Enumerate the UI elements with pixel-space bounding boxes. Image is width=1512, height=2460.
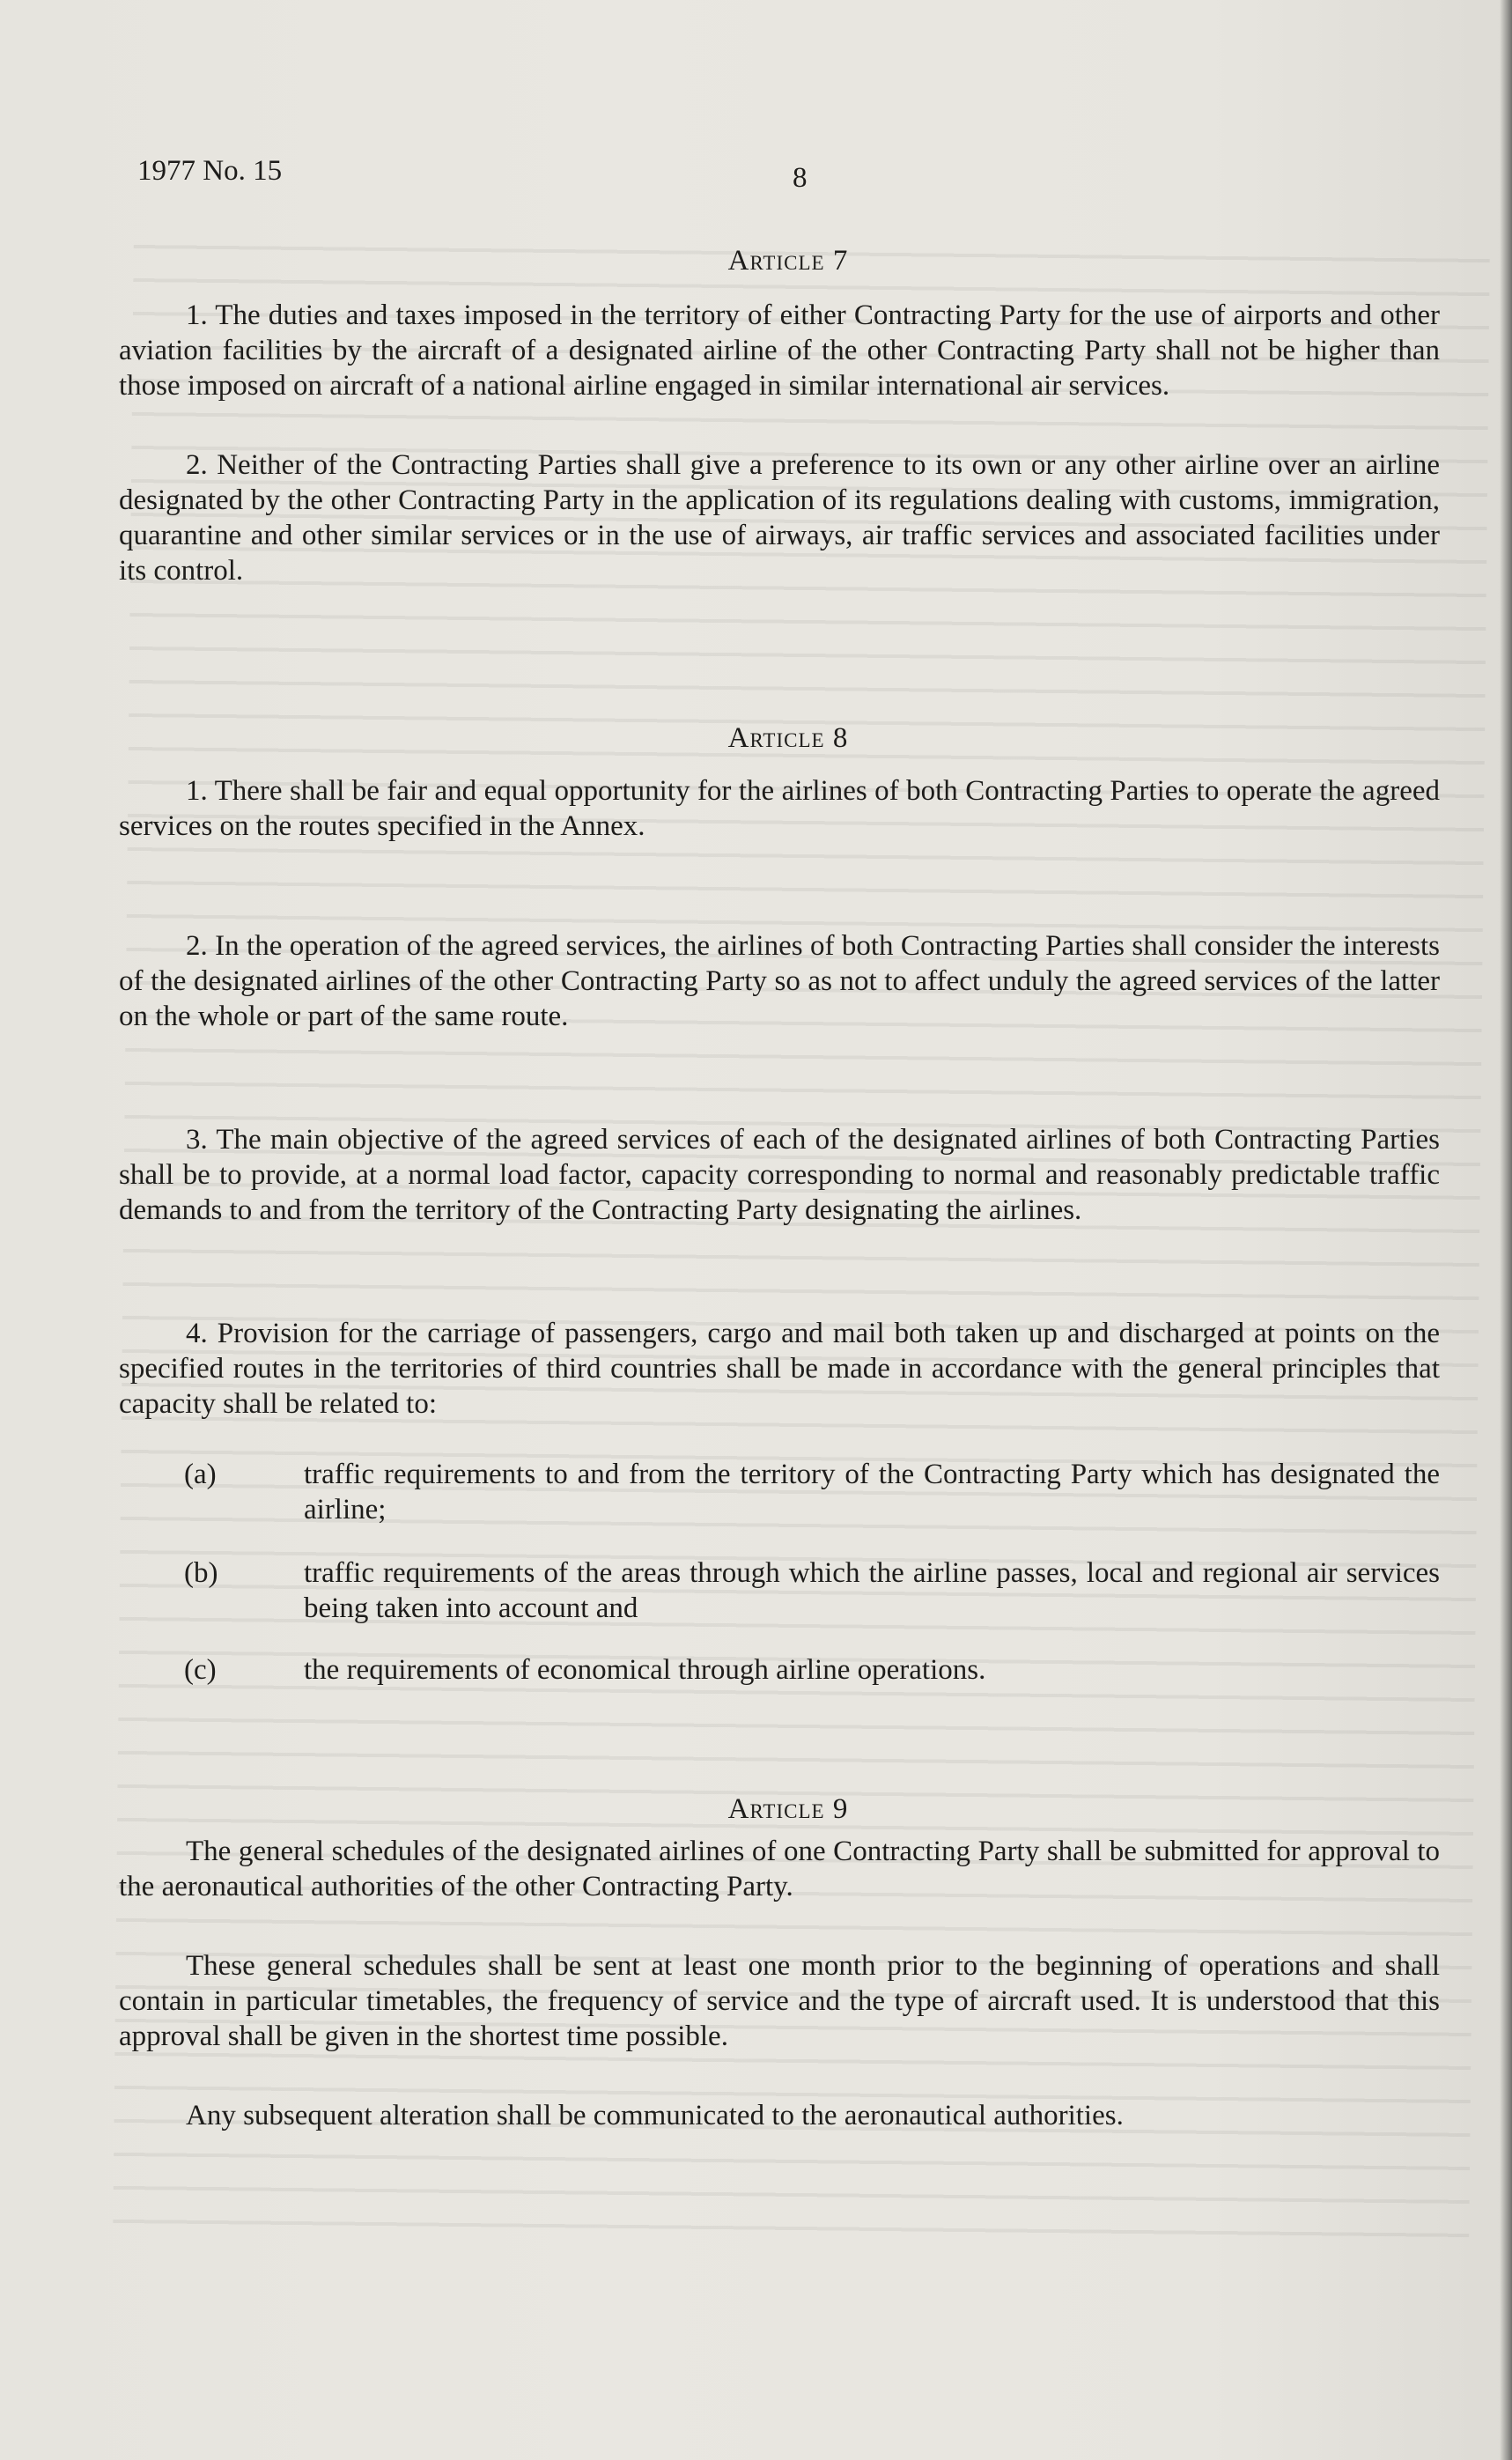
item-label-b: (b) [184,1557,218,1589]
article-8-paragraph-1: 1. There shall be fair and equal opportunity for the airlines of both Contracting Parties to operate the agreed services on the routes specified in the Annex. [119,775,1440,842]
article-9-paragraph-3: Any subsequent alteration shall be communicated to the aeronautical authorities. [186,2100,1124,2131]
article-7-paragraph-1: 1. The duties and taxes imposed in the territory of either Contracting Party for the use of airports and other aviation facilities by the aircraft of a designated airline of the other Contracting Party shall not be higher than those imposed on aircraft of a national airline engaged in similar international air services. [119,299,1440,402]
page-edge-shadow [1500,0,1512,2460]
statute-reference: 1977 No. 15 [137,155,283,187]
article-8-title: Article 8 [727,722,849,754]
article-9-paragraph-2: These general schedules shall be sent at least one month prior to the beginning of operations and shall contain in particular timetables, the frequency of service and the type of aircraft used. It is understood that this approval shall be given in the shortest time possible. [119,1950,1440,2052]
article-9-title: Article 9 [727,1793,849,1825]
item-text-b: traffic requirements of the areas through which the airline passes, local and regional air services being taken into account and [304,1557,1440,1624]
article-9-paragraph-1: The general schedules of the designated airlines of one Contracting Party shall be submitted for approval to the aeronautical authorities of the other Contracting Party. [119,1836,1440,1902]
article-8-paragraph-3: 3. The main objective of the agreed services of each of the designated airlines of both Contracting Parties shall be to provide, at a normal load factor, capacity corresponding to normal and reasonably predictable traffic demands to and from the territory of the Contracting Party designating the airlines. [119,1124,1440,1226]
article-8-paragraph-2: 2. In the operation of the agreed services, the airlines of both Contracting Parties shall consider the interests of the designated airlines of the other Contracting Party so as not to affect unduly the agreed services of the latter on the whole or part of the same route. [119,930,1440,1032]
article-8-paragraph-4: 4. Provision for the carriage of passengers, cargo and mail both taken up and discharged at points on the specified routes in the territories of third countries shall be made in accordance with the general principles that capacity shall be related to: [119,1318,1440,1420]
article-8-item-a [184,1457,1440,1527]
item-label-a: (a) [184,1459,217,1490]
page-number: 8 [793,162,808,194]
article-8-item-b [184,1555,1440,1626]
document-body [119,243,1440,2133]
item-text-c: the requirements of economical through airline operations. [304,1654,986,1686]
item-text-a: traffic requirements to and from the territory of the Contracting Party which has designated the airline; [304,1459,1440,1525]
article-7-title: Article 7 [727,245,849,277]
item-label-c: (c) [184,1654,217,1686]
article-8-item-c [184,1652,1440,1688]
article-7-paragraph-2: 2. Neither of the Contracting Parties shall give a preference to its own or any other airline over an airline designated by the other Contracting Party in the application of its regulations dealing with customs, immigration, quarantine and other similar services or in the use of airways, air traffic services and associated facilities under its control. [119,449,1440,587]
